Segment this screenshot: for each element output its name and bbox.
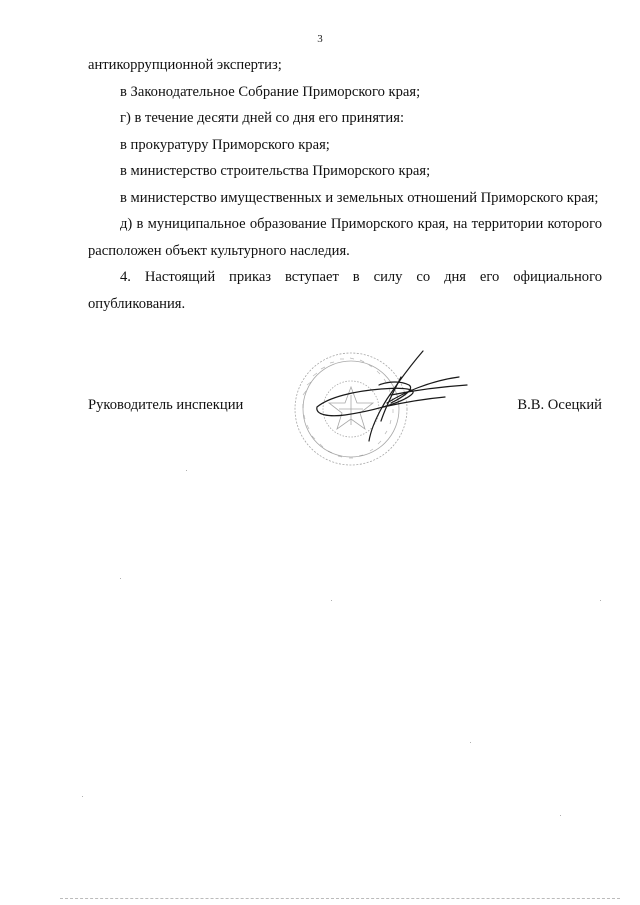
paragraph: в прокуратуру Приморского края; — [120, 136, 330, 153]
scan-speck — [82, 796, 83, 797]
paragraph: д) в муниципальное образование Приморского края, на территории которого расположен объект культурного наследия. — [88, 216, 602, 259]
paragraph: в министерство строительства Приморского края; — [120, 163, 431, 179]
signer-position: Руководитель инспекции — [88, 397, 244, 413]
paragraph: в Законодательное Собрание Приморского края; — [120, 83, 421, 100]
paragraph: антикоррупционной экспертиз; — [88, 57, 282, 73]
page-number: 3 — [317, 33, 323, 45]
scan-speck — [560, 815, 561, 816]
paragraph: 4. Настоящий приказ вступает в силу со дня его официального опубликования. — [88, 269, 602, 312]
scan-speck — [470, 742, 471, 743]
signer-name: В.В. Осецкий — [517, 397, 602, 413]
scan-speck — [600, 600, 601, 601]
official-stamp — [283, 345, 483, 485]
scan-speck — [331, 600, 332, 601]
scan-speck — [120, 578, 121, 579]
paragraph: г) в течение десяти дней со дня его принятия: — [120, 110, 405, 126]
document-body — [88, 52, 602, 317]
stamp-seal-icon — [283, 345, 483, 485]
scan-speck — [186, 470, 187, 471]
scan-bottom-edge — [60, 898, 620, 899]
paragraph: в министерство имущественных и земельных отношений Приморского края; — [120, 189, 599, 206]
